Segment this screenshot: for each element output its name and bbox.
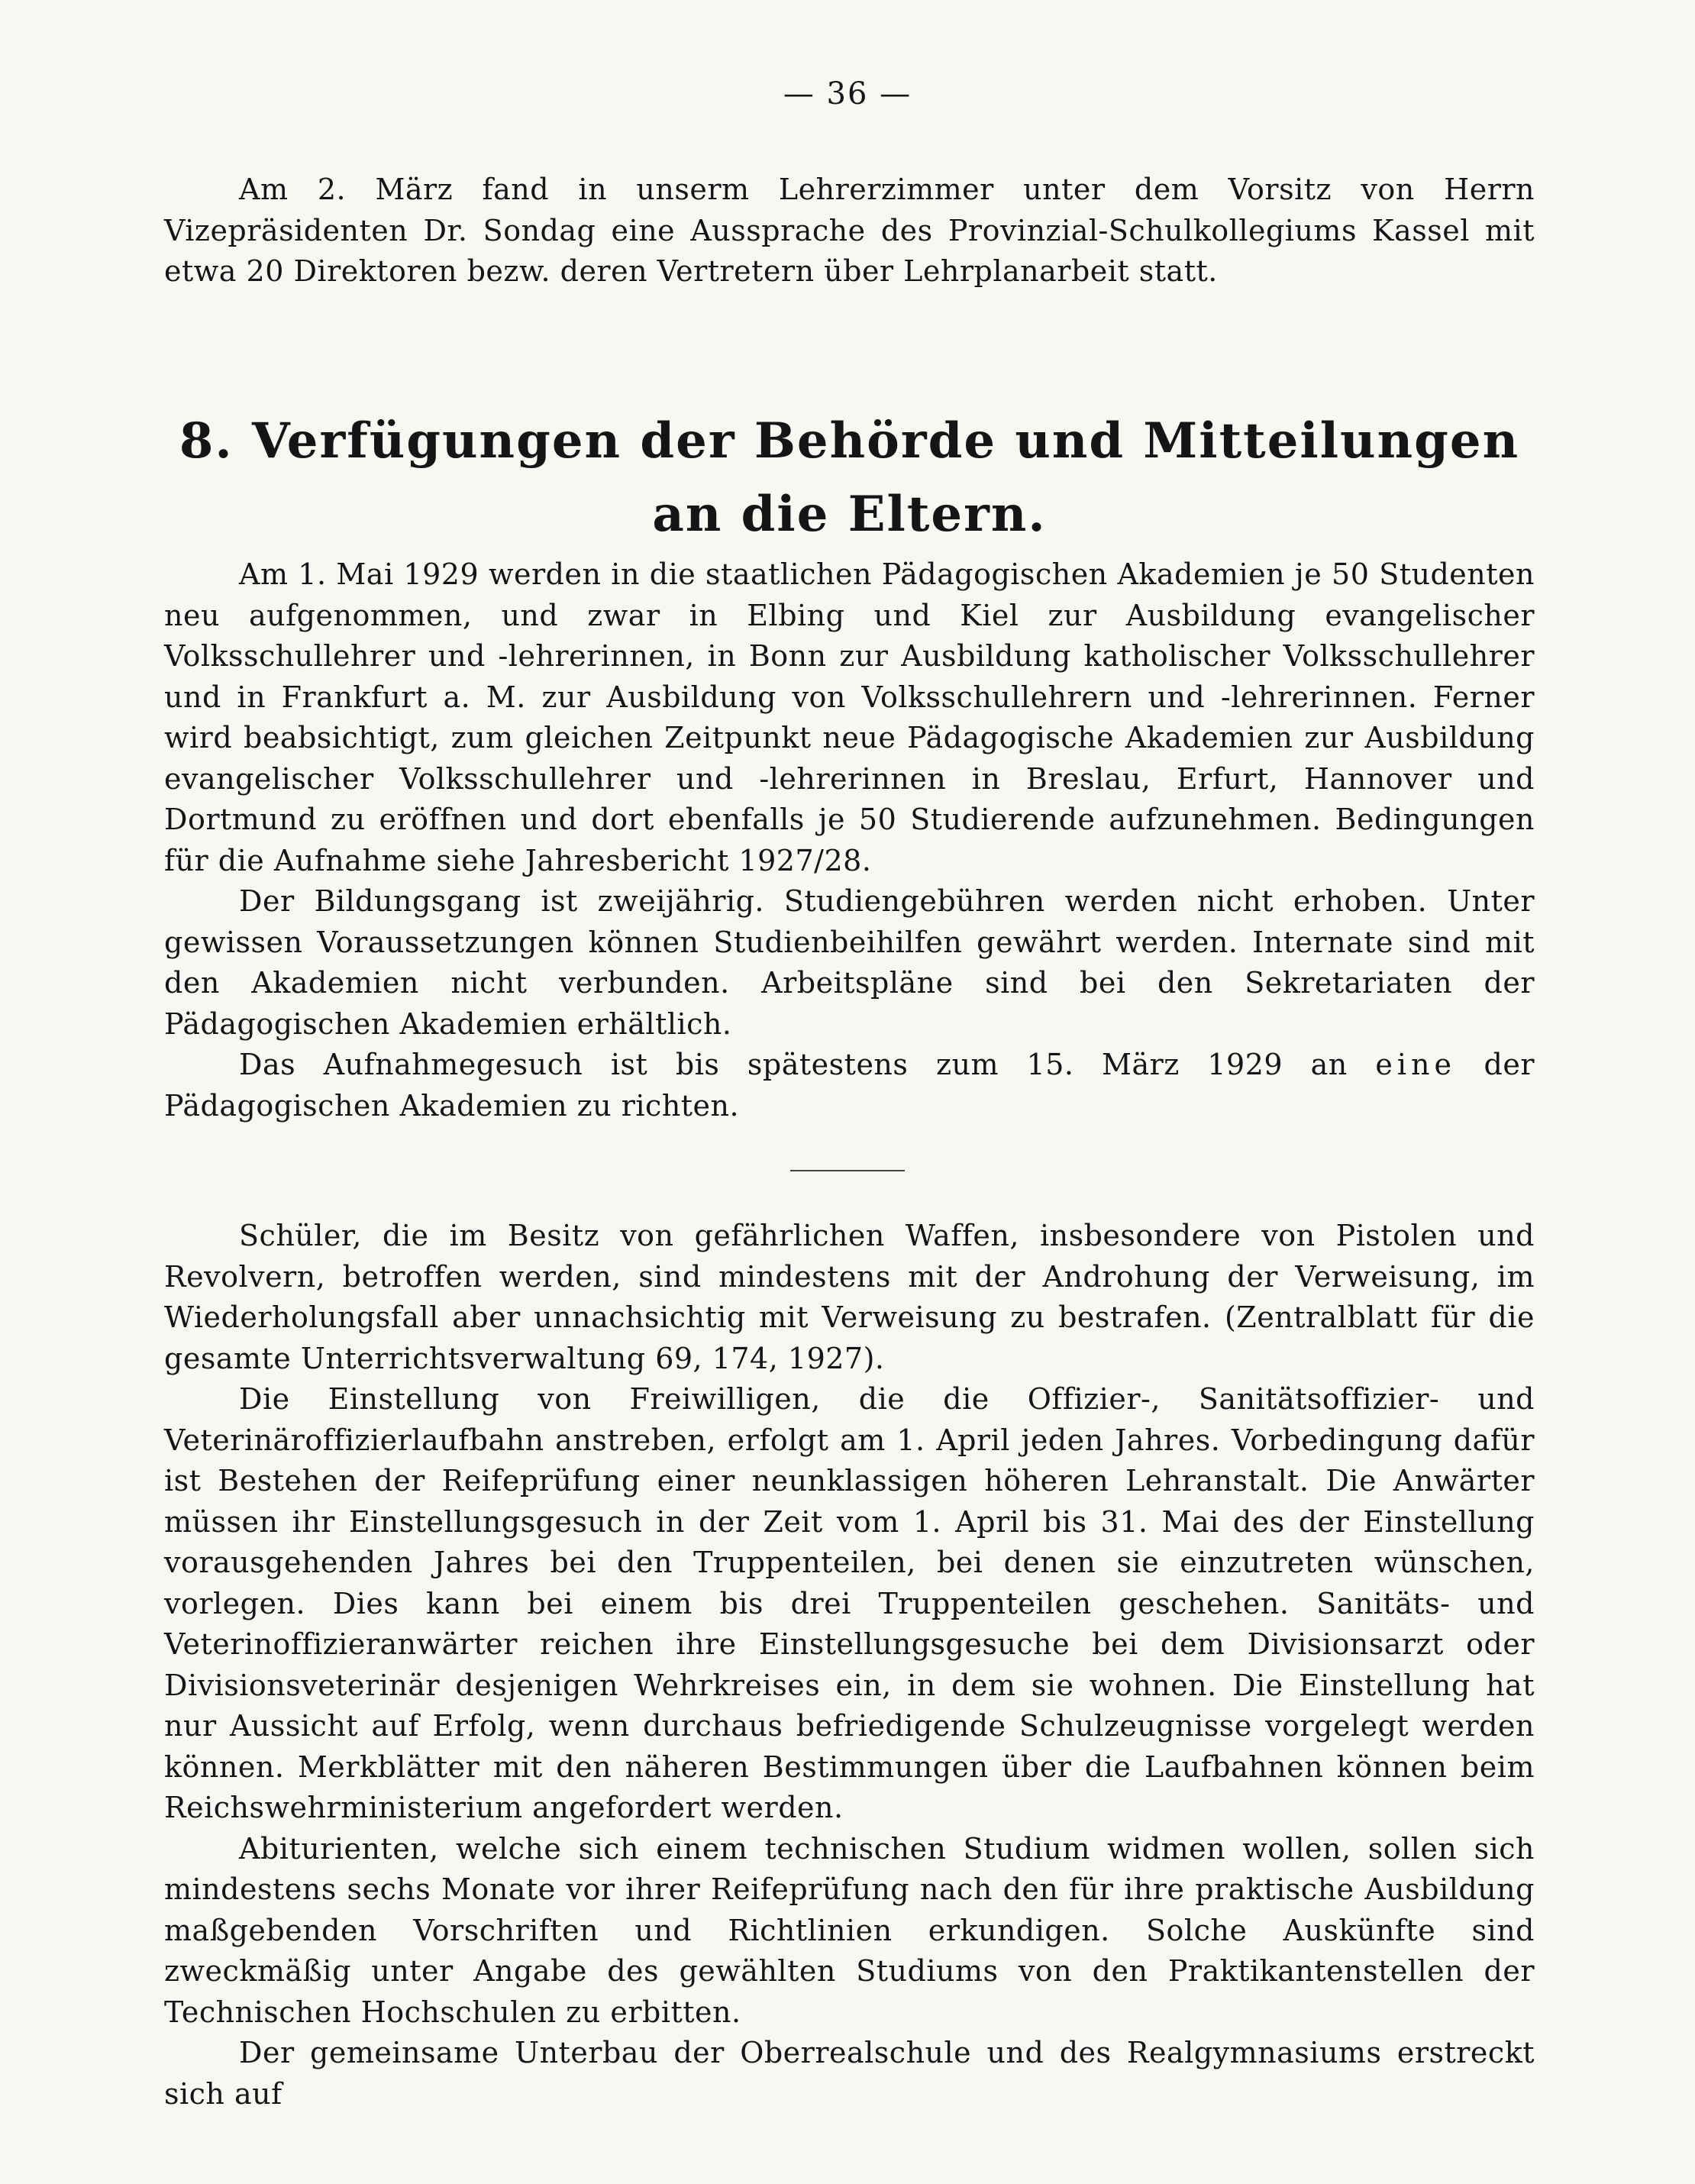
section-academies [164,554,1535,1126]
paragraph: Die Einstellung von Freiwilligen, die die Offizier-, Sanitätsoffizier- und Veterinäroffizierlaufbahn anstreben, erfolgt am 1. April jeden Jahres. Vorbedingung dafür ist Bestehen der Reifeprüfung einer neunklassigen höheren Lehranstalt. Die Anwärter müssen ihr Einstellungsgesuch in der Zeit vom 1. April bis 31. Mai des der Einstellung vorausgehenden Jahres bei den Truppenteilen, bei denen sie einzutreten wünschen, vorlegen. Dies kann bei einem bis drei Truppenteilen geschehen. Sanitäts- und Veterinoffizieranwärter reichen ihre Einstellungsgesuche bei dem Divisionsarzt oder Divisionsveterinär desjenigen Wehrkreises ein, in dem sie wohnen. Die Einstellung hat nur Aussicht auf Erfolg, wenn durchaus befriedigende Schulzeugnisse vorgelegt werden können. Merkblätter mit den näheren Bestimmungen über die Laufbahnen können beim Reichswehrministerium angefordert werden. [164,1382,1535,1824]
paragraph: Der gemeinsame Unterbau der Oberrealschule und des Realgymnasiums erstreckt sich auf [164,2036,1535,2111]
paragraph-text: der Pädagogischen Akademien zu richten. [164,1048,1535,1123]
section-heading [164,405,1535,551]
intro-paragraph: Am 2. März fand in unserm Lehrerzimmer unter dem Vorsitz von Herrn Vizepräsidenten Dr. Sondag eine Aussprache des Provinzial-Schulkollegiums Kassel mit etwa 20 Direktoren bezw. deren Vertretern über Lehrplanarbeit statt. [164,173,1535,288]
heading-line-2: an die Eltern. [652,486,1047,543]
intro-block [164,170,1535,292]
section-divider [790,1170,905,1171]
paragraph: Abiturienten, welche sich einem technischen Studium widmen wollen, sollen sich mindestens sechs Monate vor ihrer Reifeprüfung nach den für ihre praktische Ausbildung maßgebenden Vorschriften und Richtlinien erkundigen. Solche Auskünfte sind zweckmäßig unter Angabe des gewählten Studiums von den Praktikantenstellen der Technischen Hochschulen zu erbitten. [164,1831,1535,2029]
paragraph: Der Bildungsgang ist zweijährig. Studiengebühren werden nicht erhoben. Unter gewissen Voraussetzungen können Studienbeihilfen gewährt werden. Internate sind mit den Akademien nicht verbunden. Arbeitspläne sind bei den Sekretariaten der Pädagogischen Akademien erhältlich. [164,884,1535,1041]
section-notices [164,1216,1535,2115]
paragraph: Schüler, die im Besitz von gefährlichen Waffen, insbesondere von Pistolen und Revolvern, betroffen werden, sind mindestens mit der Androhung der Verweisung, im Wiederholungsfall aber unnachsichtig mit Verweisung zu bestrafen. (Zentralblatt für die gesamte Unterrichtsverwaltung 69, 174, 1927). [164,1219,1535,1375]
paragraph-text: Das Aufnahmegesuch ist bis spätestens zum 15. März 1929 an [239,1048,1376,1081]
emphasized-word: eine [1375,1048,1456,1081]
paragraph [164,1045,1535,1126]
heading-line-1: 8. Verfügungen der Behörde und Mitteilungen [179,412,1520,470]
page-number: — 36 — [783,76,912,111]
paragraph: Am 1. Mai 1929 werden in die staatlichen Pädagogischen Akademien je 50 Studenten neu aufgenommen, und zwar in Elbing und Kiel zur Ausbildung evangelischer Volksschullehrer und -lehrerinnen, in Bonn zur Ausbildung katholischer Volksschullehrer und in Frankfurt a. M. zur Ausbildung von Volksschullehrern und -lehrerinnen. Ferner wird beabsichtigt, zum gleichen Zeitpunkt neue Pädagogische Akademien zur Ausbildung evangelischer Volksschullehrer und -lehrerinnen in Breslau, Erfurt, Hannover und Dortmund zu eröffnen und dort ebenfalls je 50 Studierende aufzunehmen. Bedingungen für die Aufnahme siehe Jahresbericht 1927/28. [164,557,1535,877]
